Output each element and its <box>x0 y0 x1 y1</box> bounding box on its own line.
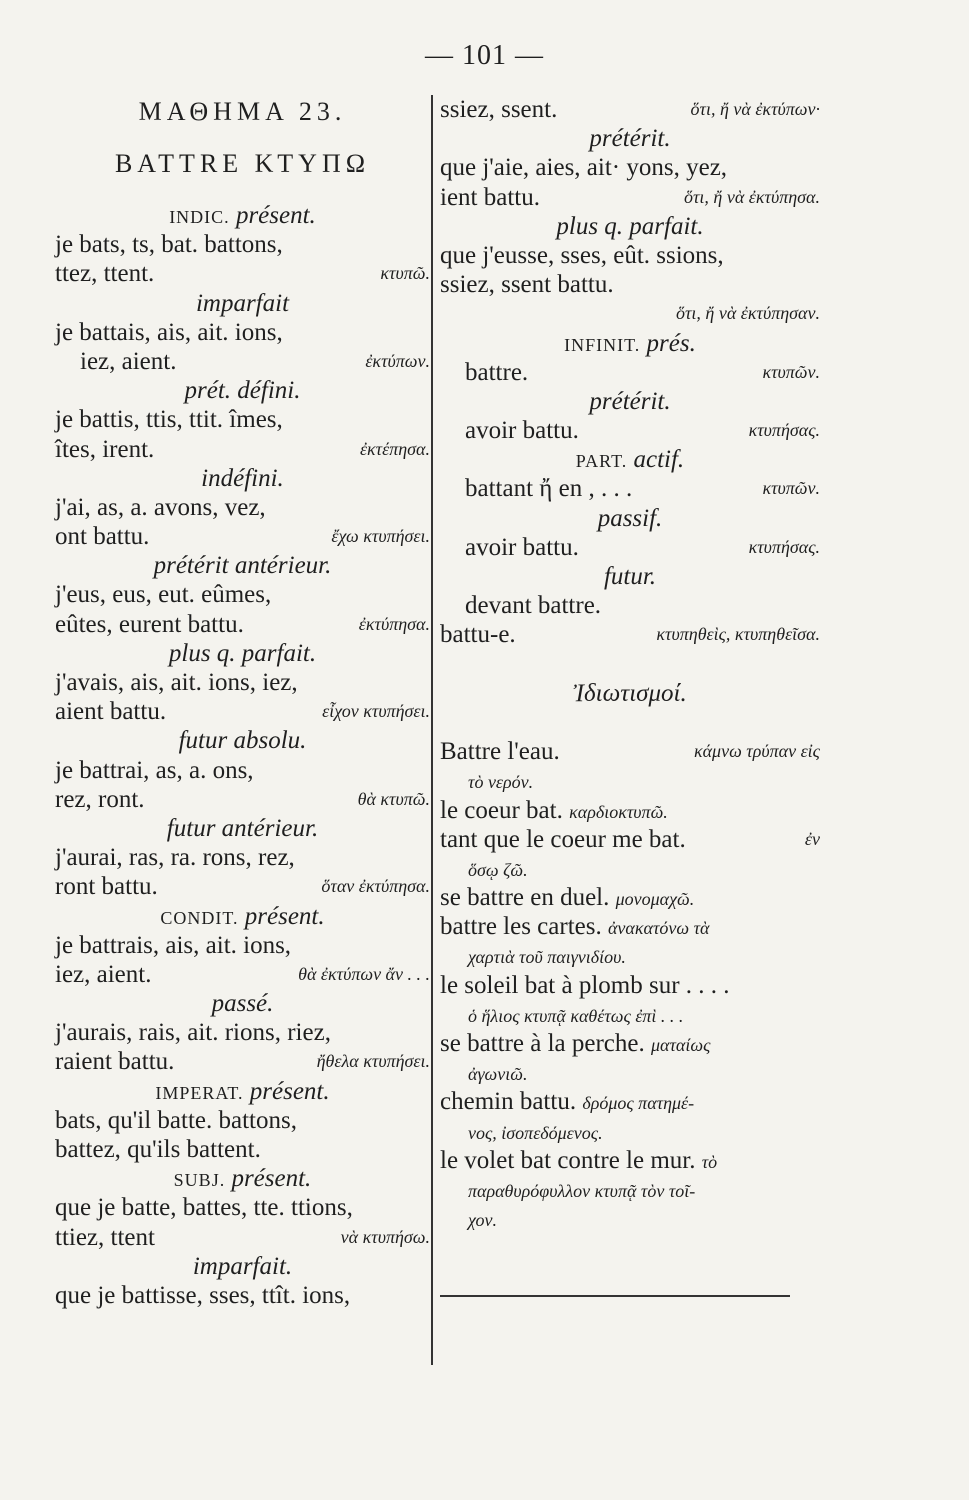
tense-label: plus q. parfait. <box>556 212 704 240</box>
french-text: ront battu. <box>55 873 158 901</box>
greek-translation: τὸ <box>701 1151 718 1172</box>
french-text: îtes, irent. <box>55 435 155 463</box>
conjugation-line <box>440 241 820 270</box>
french-text: rez, ront. <box>55 785 145 813</box>
tense-label: passif. <box>597 504 663 532</box>
french-text: j'avais, ais, ait. ions, iez, <box>55 669 298 696</box>
french-text: j'eus, eus, eut. eûmes, <box>55 581 272 609</box>
french-text: ssiez, ssent battu. <box>440 271 614 299</box>
right-conjugation-lines <box>440 95 820 1233</box>
french-text: que j'aie, aies, ait· yons, yez, <box>440 154 728 182</box>
french-text: eûtes, eurent battu. <box>55 610 244 638</box>
left-column <box>55 95 430 1310</box>
mood-label: PART. <box>575 451 628 472</box>
tense-heading <box>440 679 820 708</box>
greek-text: νος, ἰσοπεδόμενος. <box>468 1122 603 1143</box>
french-text: raient battu. <box>55 1048 175 1076</box>
tense-heading <box>55 201 430 230</box>
tense-label: Ἰδιωτισμοί. <box>573 679 687 707</box>
tense-label: imparfait. <box>192 1252 293 1280</box>
greek-translation: νὰ κτυπήσω. <box>340 1226 430 1247</box>
french-text: que je batte, battes, tte. ttions, <box>55 1194 353 1222</box>
french-text: ssiez, ssent. <box>440 96 558 123</box>
mood-label: IMPERAT. <box>155 1082 244 1103</box>
tense-heading <box>440 387 820 416</box>
conjugation-line <box>440 183 820 212</box>
conjugation-line <box>440 883 820 912</box>
tense-label: indéfini. <box>201 464 284 492</box>
tense-label: prétérit. <box>589 125 671 153</box>
tense-label: futur antérieur. <box>166 814 319 842</box>
tense-label: prét. défini. <box>184 377 301 405</box>
french-text: devant battre. <box>465 592 602 620</box>
greek-text: ἀγωνιῶ. <box>468 1064 528 1085</box>
conjugation-line <box>440 591 820 620</box>
mood-label: CONDIT. <box>160 907 239 928</box>
greek-translation: μονομαχῶ. <box>615 889 695 910</box>
greek-translation: καρδιοκτυπῶ. <box>569 801 668 822</box>
tense-heading <box>440 329 820 358</box>
conjugation-line <box>55 1018 430 1047</box>
tense-heading <box>440 445 820 474</box>
conjugation-line <box>440 95 820 124</box>
french-text: tant que le coeur me bat. <box>440 825 686 853</box>
conjugation-line <box>440 620 820 649</box>
tense-heading <box>55 289 430 318</box>
greek-translation <box>440 941 820 970</box>
conjugation-line <box>55 668 430 697</box>
french-text: que j'eusse, sses, eût. ssions, <box>440 241 724 269</box>
french-text: j'aurais, rais, ait. rions, riez, <box>55 1019 331 1047</box>
greek-translation <box>440 1117 820 1146</box>
french-text: je battrais, ais, ait. ions, <box>55 931 292 959</box>
conjugation-line <box>440 153 820 182</box>
french-text: je battis, ttis, ttit. îmes, <box>55 406 283 434</box>
greek-text: παραθυρόφυλλον κτυπᾷ τὸν τοῖ- <box>468 1180 696 1201</box>
conjugation-line <box>55 1135 430 1164</box>
conjugation-line <box>55 931 430 960</box>
french-text: battre. <box>465 358 529 386</box>
lesson-title: ΜΑΘΗΜΑ 23. <box>138 97 347 126</box>
french-text: aient battu. <box>55 698 167 726</box>
conjugation-line <box>55 1106 430 1135</box>
greek-translation: ἐν <box>804 828 820 849</box>
french-text: se battre à la perche. <box>440 1030 645 1057</box>
tense-heading <box>55 464 430 493</box>
conjugation-line <box>55 843 430 872</box>
verb-title: BATTRE ΚΤΥΠΩ <box>114 149 371 178</box>
tense-heading <box>55 902 430 931</box>
tense-label: passé. <box>211 990 274 1018</box>
mood-label: SUBJ. <box>173 1170 226 1191</box>
page-number: — 101 — <box>425 40 544 71</box>
greek-translation <box>440 1058 820 1087</box>
greek-translation <box>440 1175 820 1204</box>
conjugation-line <box>55 785 430 814</box>
tense-heading <box>55 1164 430 1193</box>
conjugation-line <box>55 580 430 609</box>
greek-translation <box>440 1000 820 1029</box>
greek-translation: κτυπῶ. <box>380 263 430 284</box>
french-text: le volet bat contre le mur. <box>440 1146 696 1174</box>
conjugation-line <box>55 318 430 347</box>
tense-label: plus q. parfait. <box>168 639 317 667</box>
conjugation-line <box>55 610 430 639</box>
tense-heading <box>55 376 430 405</box>
greek-translation: κτυπήσας. <box>748 420 820 441</box>
french-text: avoir battu. <box>465 417 579 445</box>
column-divider <box>431 95 433 1365</box>
conjugation-line <box>55 1223 430 1252</box>
greek-translation: ὅτι, ἤ νὰ ἐκτύπησαν. <box>675 303 820 324</box>
conjugation-line <box>55 960 430 989</box>
french-text: j'ai, as, a. avons, vez, <box>55 493 266 521</box>
french-text: bats, qu'il batte. battons, <box>55 1106 297 1134</box>
conjugation-line <box>55 435 430 464</box>
conjugation-line <box>55 697 430 726</box>
french-text: je bats, ts, bat. battons, <box>55 231 283 259</box>
french-text: battant ἤ en , . . . <box>465 475 633 503</box>
left-conjugation-lines <box>55 201 430 1310</box>
greek-translation: κτυπῶν. <box>762 361 820 382</box>
conjugation-line <box>440 358 820 387</box>
conjugation-line <box>55 522 430 551</box>
french-text: battez, qu'ils battent. <box>55 1136 261 1163</box>
mood-label: INFINIT. <box>564 334 641 355</box>
french-text: avoir battu. <box>465 533 579 561</box>
conjugation-line <box>440 1087 820 1116</box>
french-text: ient battu. <box>440 183 540 211</box>
greek-translation: ματαίως <box>651 1035 711 1055</box>
tense-label: actif. <box>633 446 685 474</box>
greek-translation: ὅταν ἐκτύπησα. <box>321 876 430 897</box>
mood-label: INDIC. <box>169 207 230 227</box>
greek-translation: εἶχον κτυπήσει. <box>322 701 430 722</box>
tense-label: présent. <box>231 1165 312 1193</box>
footer-rule <box>440 1295 790 1297</box>
conjugation-line <box>440 533 820 562</box>
blank-line <box>440 650 820 679</box>
tense-label: futur. <box>603 563 657 590</box>
tense-label: prétérit antérieur. <box>153 552 332 580</box>
tense-heading <box>440 212 820 241</box>
tense-heading <box>55 1077 430 1106</box>
french-text: ttez, ttent. <box>55 260 155 288</box>
greek-translation: θὰ ἐκτύπων ἄν . . . <box>298 963 430 984</box>
conjugation-line <box>55 1193 430 1222</box>
greek-translation: ἤθελα κτυπήσει. <box>316 1051 430 1072</box>
tense-heading <box>55 989 430 1018</box>
tense-label: présent. <box>244 902 325 930</box>
conjugation-line <box>55 1281 430 1310</box>
french-text: battre les cartes. <box>440 913 602 941</box>
french-text: se battre en duel. <box>440 884 610 912</box>
conjugation-line <box>55 347 430 376</box>
conjugation-line <box>440 971 820 1000</box>
conjugation-line <box>55 230 430 259</box>
greek-translation: ἐκτέπησα. <box>359 438 430 459</box>
conjugation-line <box>440 912 820 941</box>
right-column <box>440 95 820 1233</box>
greek-text: ὅσῳ ζῶ. <box>468 859 528 880</box>
conjugation-line <box>55 493 430 522</box>
conjugation-line <box>440 737 820 766</box>
greek-text: χον. <box>468 1210 498 1231</box>
greek-translation: κτυπῶν. <box>762 478 820 499</box>
tense-label: présent. <box>235 202 316 229</box>
conjugation-line <box>55 872 430 901</box>
conjugation-line <box>440 474 820 503</box>
conjugation-line <box>55 1047 430 1076</box>
greek-translation: κτυπηθεὶς, κτυπηθεῖσα. <box>656 624 820 645</box>
tense-heading <box>55 814 430 843</box>
french-text: ont battu. <box>55 523 150 551</box>
greek-translation: ἐκτύπησα. <box>358 613 430 634</box>
tense-label: futur absolu. <box>178 727 307 755</box>
greek-text: ὁ ἥλιος κτυπᾷ καθέτως ἐπὶ . . . <box>468 1005 684 1026</box>
conjugation-line <box>440 825 820 854</box>
conjugation-line <box>440 796 820 825</box>
tense-heading <box>55 726 430 755</box>
conjugation-line <box>55 756 430 785</box>
tense-label: prétérit. <box>589 387 671 415</box>
french-text: iez, aient. <box>80 347 177 375</box>
conjugation-line <box>440 1146 820 1175</box>
greek-translation: ὅτι, ἤ νὰ ἐκτύπησα. <box>683 186 820 207</box>
french-text: le soleil bat à plomb sur . . . . <box>440 971 730 999</box>
conjugation-line <box>440 270 820 299</box>
tense-label: présent. <box>249 1077 330 1105</box>
french-text: chemin battu. <box>440 1088 577 1116</box>
conjugation-line <box>55 405 430 434</box>
tense-heading <box>440 504 820 533</box>
french-text: j'aurai, ras, ra. rons, rez, <box>55 844 295 872</box>
greek-translation: ὅτι, ἤ νὰ ἐκτύπων· <box>690 99 820 119</box>
french-text: Battre l'eau. <box>440 738 560 766</box>
french-text: battu-e. <box>440 621 516 649</box>
blank-line <box>440 708 820 737</box>
tense-label: prés. <box>646 329 696 357</box>
french-text: je battais, ais, ait. ions, <box>55 318 283 346</box>
tense-heading <box>55 639 430 668</box>
french-text: le coeur bat. <box>440 796 563 824</box>
conjugation-line <box>440 1029 820 1058</box>
greek-translation: ἔχω κτυπήσει. <box>331 526 430 547</box>
greek-translation: ἐκτύπων. <box>365 350 430 371</box>
greek-translation: κτυπήσας. <box>748 536 820 557</box>
conjugation-line <box>440 416 820 445</box>
french-text: iez, aient. <box>55 960 152 988</box>
greek-translation <box>440 1204 820 1233</box>
french-text: je battrai, as, a. ons, <box>55 756 254 784</box>
greek-translation: ἀνακατόνω τὰ <box>607 918 710 939</box>
french-text: que je battisse, sses, ttît. ions, <box>55 1281 351 1309</box>
greek-translation <box>440 766 820 795</box>
tense-heading <box>55 551 430 580</box>
tense-heading <box>440 124 820 153</box>
tense-label: imparfait <box>195 289 290 317</box>
greek-text: χαρτιὰ τοῦ παιγνιδίου. <box>468 947 626 968</box>
tense-heading <box>55 1252 430 1281</box>
french-text: ttiez, ttent <box>55 1223 155 1251</box>
conjugation-line <box>55 259 430 288</box>
greek-translation <box>440 854 820 883</box>
greek-translation: δρόμος πατημέ- <box>582 1093 695 1114</box>
greek-text: τὸ νερόν. <box>468 772 534 793</box>
greek-translation: κάμνω τρύπαν εἰς <box>693 741 820 762</box>
greek-translation: θὰ κτυπῶ. <box>357 788 430 809</box>
tense-heading <box>440 562 820 591</box>
